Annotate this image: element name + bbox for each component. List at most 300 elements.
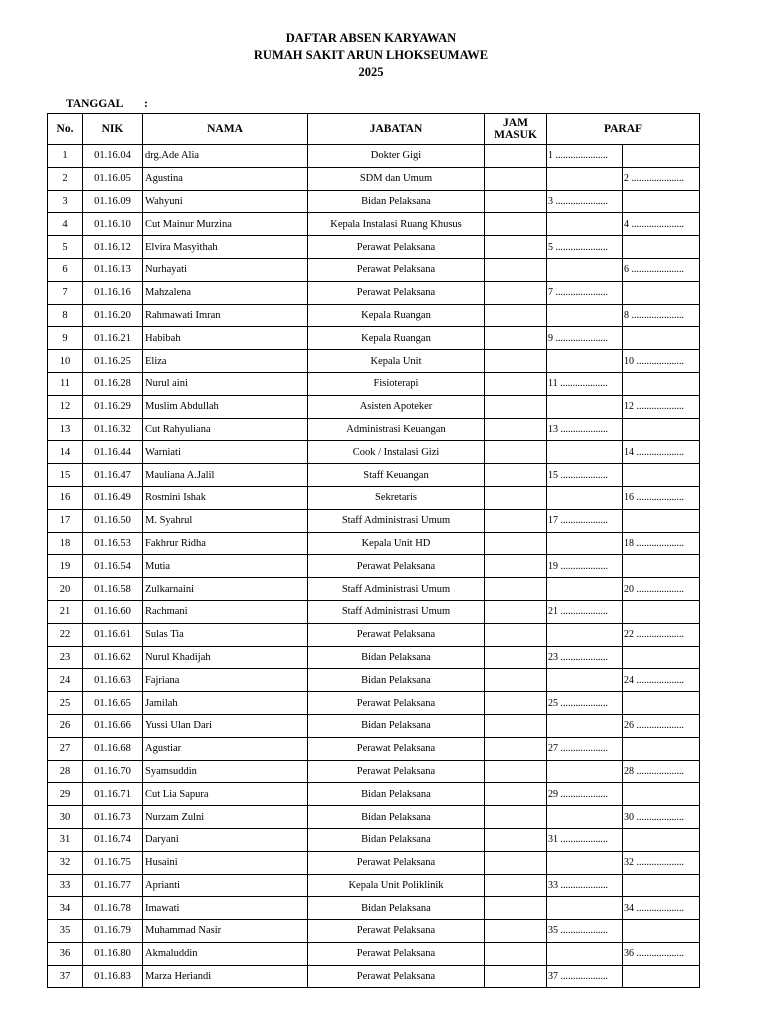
row-jam-masuk[interactable] <box>485 236 547 259</box>
row-jam-masuk[interactable] <box>485 532 547 555</box>
row-nik: 01.16.79 <box>83 920 143 943</box>
row-paraf-left[interactable] <box>547 714 623 737</box>
row-paraf-right[interactable]: 12 ................... <box>623 395 700 418</box>
table-row <box>48 236 700 259</box>
row-no: 6 <box>48 258 83 281</box>
row-paraf-right[interactable] <box>623 418 700 441</box>
row-paraf-left[interactable]: 13 ................... <box>547 418 623 441</box>
row-no: 25 <box>48 692 83 715</box>
row-jam-masuk[interactable] <box>485 441 547 464</box>
row-paraf-right[interactable] <box>623 737 700 760</box>
row-no: 26 <box>48 714 83 737</box>
tanggal-label: TANGGAL <box>66 98 124 110</box>
row-nama: Daryani <box>143 828 308 851</box>
table-row <box>48 281 700 304</box>
row-jabatan: Cook / Instalasi Gizi <box>308 441 485 464</box>
row-jabatan: Kepala Ruangan <box>308 304 485 327</box>
row-nama: Marza Heriandi <box>143 965 308 988</box>
row-paraf-right[interactable]: 24 ................... <box>623 669 700 692</box>
row-paraf-right[interactable] <box>623 692 700 715</box>
row-nama: Nurhayati <box>143 258 308 281</box>
row-no: 12 <box>48 395 83 418</box>
row-nama: Zulkarnaini <box>143 578 308 601</box>
row-nama: Rahmawati Imran <box>143 304 308 327</box>
row-paraf-left[interactable]: 23 ................... <box>547 646 623 669</box>
row-no: 15 <box>48 464 83 487</box>
row-no: 11 <box>48 372 83 395</box>
row-paraf-right[interactable] <box>623 327 700 350</box>
table-row <box>48 965 700 988</box>
table-row <box>48 714 700 737</box>
row-jabatan: Perawat Pelaksana <box>308 236 485 259</box>
row-nama: Husaini <box>143 851 308 874</box>
row-no: 31 <box>48 828 83 851</box>
row-jabatan: Fisioterapi <box>308 372 485 395</box>
row-nik: 01.16.70 <box>83 760 143 783</box>
row-paraf-right[interactable]: 32 ................... <box>623 851 700 874</box>
row-jabatan: Sekretaris <box>308 486 485 509</box>
row-no: 4 <box>48 213 83 236</box>
row-nik: 01.16.78 <box>83 897 143 920</box>
row-paraf-right[interactable]: 6 ..................... <box>623 258 700 281</box>
table-row <box>48 737 700 760</box>
row-paraf-right[interactable] <box>623 920 700 943</box>
row-no: 35 <box>48 920 83 943</box>
row-jabatan: Perawat Pelaksana <box>308 965 485 988</box>
row-nik: 01.16.28 <box>83 372 143 395</box>
row-nama: Yussi Ulan Dari <box>143 714 308 737</box>
row-jam-masuk[interactable] <box>485 874 547 897</box>
row-jam-masuk[interactable] <box>485 920 547 943</box>
row-nik: 01.16.73 <box>83 806 143 829</box>
row-nik: 01.16.74 <box>83 828 143 851</box>
row-paraf-right[interactable]: 10 ................... <box>623 350 700 373</box>
row-no: 20 <box>48 578 83 601</box>
row-jam-masuk[interactable] <box>485 509 547 532</box>
row-nama: Mauliana A.Jalil <box>143 464 308 487</box>
row-paraf-left[interactable]: 19 ................... <box>547 555 623 578</box>
row-paraf-right[interactable]: 28 ................... <box>623 760 700 783</box>
row-jam-masuk[interactable] <box>485 669 547 692</box>
table-row <box>48 897 700 920</box>
row-jam-masuk[interactable] <box>485 965 547 988</box>
row-paraf-right[interactable]: 14 ................... <box>623 441 700 464</box>
table-row <box>48 646 700 669</box>
row-nik: 01.16.12 <box>83 236 143 259</box>
table-row <box>48 395 700 418</box>
row-nik: 01.16.47 <box>83 464 143 487</box>
row-paraf-right[interactable]: 34 ................... <box>623 897 700 920</box>
row-jabatan: Perawat Pelaksana <box>308 760 485 783</box>
row-jam-masuk[interactable] <box>485 646 547 669</box>
table-row <box>48 851 700 874</box>
document-title: DAFTAR ABSEN KARYAWAN <box>285 31 457 45</box>
row-nik: 01.16.54 <box>83 555 143 578</box>
table-row <box>48 532 700 555</box>
row-paraf-right[interactable] <box>623 874 700 897</box>
row-paraf-left[interactable]: 37 ................... <box>547 965 623 988</box>
row-nik: 01.16.32 <box>83 418 143 441</box>
row-jam-masuk[interactable] <box>485 783 547 806</box>
row-jabatan: Perawat Pelaksana <box>308 281 485 304</box>
row-no: 36 <box>48 942 83 965</box>
row-nama: Cut Rahyuliana <box>143 418 308 441</box>
row-jabatan: Bidan Pelaksana <box>308 646 485 669</box>
row-no: 22 <box>48 623 83 646</box>
row-nama: Syamsuddin <box>143 760 308 783</box>
row-no: 5 <box>48 236 83 259</box>
row-jabatan: Staff Administrasi Umum <box>308 509 485 532</box>
table-row <box>48 372 700 395</box>
table-row <box>48 145 700 168</box>
row-no: 13 <box>48 418 83 441</box>
row-no: 8 <box>48 304 83 327</box>
row-nama: Cut Lia Sapura <box>143 783 308 806</box>
col-header-nama: NAMA <box>143 114 308 145</box>
attendance-table <box>47 113 700 988</box>
row-paraf-right[interactable] <box>623 600 700 623</box>
row-paraf-right[interactable] <box>623 509 700 532</box>
row-jam-masuk[interactable] <box>485 714 547 737</box>
row-paraf-right[interactable] <box>623 236 700 259</box>
row-nama: Habibah <box>143 327 308 350</box>
row-jam-masuk[interactable] <box>485 304 547 327</box>
col-header-nik: NIK <box>83 114 143 145</box>
row-nama: Akmaluddin <box>143 942 308 965</box>
row-paraf-right[interactable]: 26 ................... <box>623 714 700 737</box>
table-body <box>48 145 700 988</box>
row-paraf-left[interactable]: 35 ................... <box>547 920 623 943</box>
row-no: 3 <box>48 190 83 213</box>
table-row <box>48 783 700 806</box>
table-row <box>48 441 700 464</box>
document-year: 2025 <box>358 65 384 79</box>
row-nik: 01.16.50 <box>83 509 143 532</box>
row-jabatan: Perawat Pelaksana <box>308 851 485 874</box>
row-paraf-left[interactable] <box>547 851 623 874</box>
row-nik: 01.16.04 <box>83 145 143 168</box>
row-paraf-right[interactable]: 30 ................... <box>623 806 700 829</box>
row-paraf-right[interactable]: 2 ..................... <box>623 167 700 190</box>
row-paraf-left[interactable] <box>547 486 623 509</box>
row-paraf-right[interactable] <box>623 145 700 168</box>
row-paraf-right[interactable] <box>623 965 700 988</box>
table-header-row <box>48 114 700 145</box>
row-nama: Imawati <box>143 897 308 920</box>
row-nik: 01.16.75 <box>83 851 143 874</box>
row-no: 2 <box>48 167 83 190</box>
row-paraf-right[interactable] <box>623 190 700 213</box>
row-paraf-left[interactable] <box>547 258 623 281</box>
row-jam-masuk[interactable] <box>485 281 547 304</box>
row-paraf-right[interactable] <box>623 828 700 851</box>
row-no: 30 <box>48 806 83 829</box>
row-nik: 01.16.09 <box>83 190 143 213</box>
row-no: 18 <box>48 532 83 555</box>
row-nik: 01.16.16 <box>83 281 143 304</box>
table-row <box>48 760 700 783</box>
row-paraf-left[interactable]: 5 ..................... <box>547 236 623 259</box>
row-jabatan: Perawat Pelaksana <box>308 920 485 943</box>
row-paraf-right[interactable]: 22 ................... <box>623 623 700 646</box>
row-paraf-right[interactable]: 4 ..................... <box>623 213 700 236</box>
row-paraf-left[interactable] <box>547 532 623 555</box>
row-jabatan: Bidan Pelaksana <box>308 806 485 829</box>
table-row <box>48 828 700 851</box>
row-jam-masuk[interactable] <box>485 806 547 829</box>
table-row <box>48 623 700 646</box>
row-paraf-left[interactable] <box>547 760 623 783</box>
row-jabatan: Perawat Pelaksana <box>308 692 485 715</box>
row-jam-masuk[interactable] <box>485 897 547 920</box>
row-no: 34 <box>48 897 83 920</box>
table-row <box>48 806 700 829</box>
row-nik: 01.16.83 <box>83 965 143 988</box>
row-jabatan: Perawat Pelaksana <box>308 623 485 646</box>
row-paraf-left[interactable] <box>547 806 623 829</box>
row-nama: Muslim Abdullah <box>143 395 308 418</box>
row-jam-masuk[interactable] <box>485 327 547 350</box>
row-paraf-right[interactable]: 8 ..................... <box>623 304 700 327</box>
row-nama: Muhammad Nasir <box>143 920 308 943</box>
row-paraf-right[interactable] <box>623 281 700 304</box>
col-header-jabatan: JABATAN <box>308 114 485 145</box>
col-header-jam-masuk: JAM MASUK <box>485 114 547 145</box>
table-row <box>48 692 700 715</box>
row-jam-masuk[interactable] <box>485 623 547 646</box>
row-jabatan: Perawat Pelaksana <box>308 258 485 281</box>
row-nama: Fajriana <box>143 669 308 692</box>
table-row <box>48 600 700 623</box>
row-jabatan: Dokter Gigi <box>308 145 485 168</box>
row-jam-masuk[interactable] <box>485 258 547 281</box>
row-no: 1 <box>48 145 83 168</box>
row-jabatan: Kepala Ruangan <box>308 327 485 350</box>
row-nik: 01.16.68 <box>83 737 143 760</box>
row-paraf-left[interactable] <box>547 350 623 373</box>
row-paraf-left[interactable]: 15 ................... <box>547 464 623 487</box>
row-jam-masuk[interactable] <box>485 190 547 213</box>
row-nik: 01.16.80 <box>83 942 143 965</box>
row-nama: Sulas Tia <box>143 623 308 646</box>
row-no: 16 <box>48 486 83 509</box>
row-paraf-right[interactable] <box>623 464 700 487</box>
row-nik: 01.16.71 <box>83 783 143 806</box>
table-row <box>48 509 700 532</box>
row-nama: Rosmini Ishak <box>143 486 308 509</box>
row-nik: 01.16.65 <box>83 692 143 715</box>
row-paraf-left[interactable]: 29 ................... <box>547 783 623 806</box>
row-nama: Cut Mainur Murzina <box>143 213 308 236</box>
row-nik: 01.16.60 <box>83 600 143 623</box>
row-nik: 01.16.13 <box>83 258 143 281</box>
row-nik: 01.16.66 <box>83 714 143 737</box>
row-jam-masuk[interactable] <box>485 486 547 509</box>
row-nik: 01.16.29 <box>83 395 143 418</box>
table-row <box>48 464 700 487</box>
row-nama: Jamilah <box>143 692 308 715</box>
row-jam-masuk[interactable] <box>485 600 547 623</box>
row-jam-masuk[interactable] <box>485 213 547 236</box>
row-paraf-right[interactable]: 18 ................... <box>623 532 700 555</box>
table-row <box>48 669 700 692</box>
row-nama: Wahyuni <box>143 190 308 213</box>
row-jabatan: Bidan Pelaksana <box>308 714 485 737</box>
row-jabatan: Administrasi Keuangan <box>308 418 485 441</box>
row-paraf-left[interactable] <box>547 623 623 646</box>
row-nik: 01.16.58 <box>83 578 143 601</box>
row-paraf-left[interactable] <box>547 669 623 692</box>
row-jam-masuk[interactable] <box>485 464 547 487</box>
row-paraf-left[interactable]: 17 ................... <box>547 509 623 532</box>
row-jam-masuk[interactable] <box>485 737 547 760</box>
row-jam-masuk[interactable] <box>485 578 547 601</box>
row-nama: Agustiar <box>143 737 308 760</box>
row-paraf-left[interactable]: 1 ..................... <box>547 145 623 168</box>
row-no: 14 <box>48 441 83 464</box>
row-paraf-left[interactable] <box>547 897 623 920</box>
table-row <box>48 874 700 897</box>
table-row <box>48 350 700 373</box>
row-paraf-left[interactable]: 21 ................... <box>547 600 623 623</box>
row-jam-masuk[interactable] <box>485 555 547 578</box>
row-paraf-right[interactable] <box>623 783 700 806</box>
row-no: 7 <box>48 281 83 304</box>
row-nik: 01.16.61 <box>83 623 143 646</box>
row-nama: Rachmani <box>143 600 308 623</box>
row-paraf-right[interactable]: 16 ................... <box>623 486 700 509</box>
row-jam-masuk[interactable] <box>485 395 547 418</box>
row-jabatan: Staff Keuangan <box>308 464 485 487</box>
row-paraf-right[interactable]: 36 ................... <box>623 942 700 965</box>
row-paraf-left[interactable] <box>547 441 623 464</box>
row-jam-masuk[interactable] <box>485 828 547 851</box>
row-paraf-right[interactable] <box>623 555 700 578</box>
row-nama: Eliza <box>143 350 308 373</box>
row-paraf-left[interactable]: 11 ................... <box>547 372 623 395</box>
row-paraf-left[interactable]: 25 ................... <box>547 692 623 715</box>
row-jabatan: Bidan Pelaksana <box>308 190 485 213</box>
table-row <box>48 327 700 350</box>
row-jam-masuk[interactable] <box>485 942 547 965</box>
row-no: 21 <box>48 600 83 623</box>
row-jam-masuk[interactable] <box>485 760 547 783</box>
table-row <box>48 304 700 327</box>
row-nama: Mutia <box>143 555 308 578</box>
row-jabatan: Kepala Unit Poliklinik <box>308 874 485 897</box>
tanggal-separator: : <box>144 98 148 110</box>
row-paraf-left[interactable]: 27 ................... <box>547 737 623 760</box>
row-nama: Elvira Masyithah <box>143 236 308 259</box>
row-no: 9 <box>48 327 83 350</box>
row-nik: 01.16.10 <box>83 213 143 236</box>
row-paraf-left[interactable] <box>547 304 623 327</box>
row-jam-masuk[interactable] <box>485 851 547 874</box>
row-jabatan: SDM dan Umum <box>308 167 485 190</box>
row-jabatan: Kepala Unit HD <box>308 532 485 555</box>
row-jabatan: Kepala Instalasi Ruang Khusus <box>308 213 485 236</box>
row-nik: 01.16.53 <box>83 532 143 555</box>
table-row <box>48 190 700 213</box>
table-row <box>48 258 700 281</box>
document-header <box>0 30 742 81</box>
row-nama: Nurzam Zulni <box>143 806 308 829</box>
row-jabatan: Asisten Apoteker <box>308 395 485 418</box>
table-row <box>48 486 700 509</box>
row-paraf-left[interactable] <box>547 167 623 190</box>
row-paraf-left[interactable]: 31 ................... <box>547 828 623 851</box>
row-no: 23 <box>48 646 83 669</box>
table-row <box>48 942 700 965</box>
row-paraf-right[interactable]: 20 ................... <box>623 578 700 601</box>
hospital-name: RUMAH SAKIT ARUN LHOKSEUMAWE <box>253 48 489 62</box>
row-paraf-left[interactable] <box>547 578 623 601</box>
row-nama: drg.Ade Alia <box>143 145 308 168</box>
table-row <box>48 213 700 236</box>
row-no: 17 <box>48 509 83 532</box>
row-paraf-right[interactable] <box>623 646 700 669</box>
row-jabatan: Kepala Unit <box>308 350 485 373</box>
row-nik: 01.16.21 <box>83 327 143 350</box>
row-jam-masuk[interactable] <box>485 692 547 715</box>
row-paraf-left[interactable] <box>547 942 623 965</box>
row-paraf-left[interactable] <box>547 213 623 236</box>
row-nik: 01.16.44 <box>83 441 143 464</box>
row-jam-masuk[interactable] <box>485 167 547 190</box>
table-row <box>48 578 700 601</box>
row-no: 28 <box>48 760 83 783</box>
row-paraf-left[interactable]: 7 ..................... <box>547 281 623 304</box>
row-jam-masuk[interactable] <box>485 145 547 168</box>
row-jam-masuk[interactable] <box>485 372 547 395</box>
row-nik: 01.16.49 <box>83 486 143 509</box>
row-paraf-left[interactable]: 33 ................... <box>547 874 623 897</box>
row-jabatan: Staff Administrasi Umum <box>308 600 485 623</box>
row-jabatan: Staff Administrasi Umum <box>308 578 485 601</box>
row-jam-masuk[interactable] <box>485 418 547 441</box>
row-paraf-left[interactable]: 9 ..................... <box>547 327 623 350</box>
row-nik: 01.16.20 <box>83 304 143 327</box>
row-no: 27 <box>48 737 83 760</box>
row-no: 24 <box>48 669 83 692</box>
row-nama: Warniati <box>143 441 308 464</box>
row-jabatan: Bidan Pelaksana <box>308 828 485 851</box>
table-row <box>48 418 700 441</box>
row-nik: 01.16.25 <box>83 350 143 373</box>
row-jabatan: Perawat Pelaksana <box>308 555 485 578</box>
row-nama: Agustina <box>143 167 308 190</box>
row-paraf-left[interactable]: 3 ..................... <box>547 190 623 213</box>
row-no: 32 <box>48 851 83 874</box>
row-no: 10 <box>48 350 83 373</box>
table-row <box>48 167 700 190</box>
row-jabatan: Bidan Pelaksana <box>308 783 485 806</box>
row-paraf-left[interactable] <box>547 395 623 418</box>
row-nama: Nurul aini <box>143 372 308 395</box>
row-nama: Fakhrur Ridha <box>143 532 308 555</box>
col-header-no: No. <box>48 114 83 145</box>
row-nik: 01.16.05 <box>83 167 143 190</box>
row-jabatan: Bidan Pelaksana <box>308 669 485 692</box>
row-nama: Aprianti <box>143 874 308 897</box>
row-no: 33 <box>48 874 83 897</box>
row-paraf-right[interactable] <box>623 372 700 395</box>
row-no: 37 <box>48 965 83 988</box>
row-jam-masuk[interactable] <box>485 350 547 373</box>
table-row <box>48 920 700 943</box>
row-nik: 01.16.62 <box>83 646 143 669</box>
row-nik: 01.16.77 <box>83 874 143 897</box>
